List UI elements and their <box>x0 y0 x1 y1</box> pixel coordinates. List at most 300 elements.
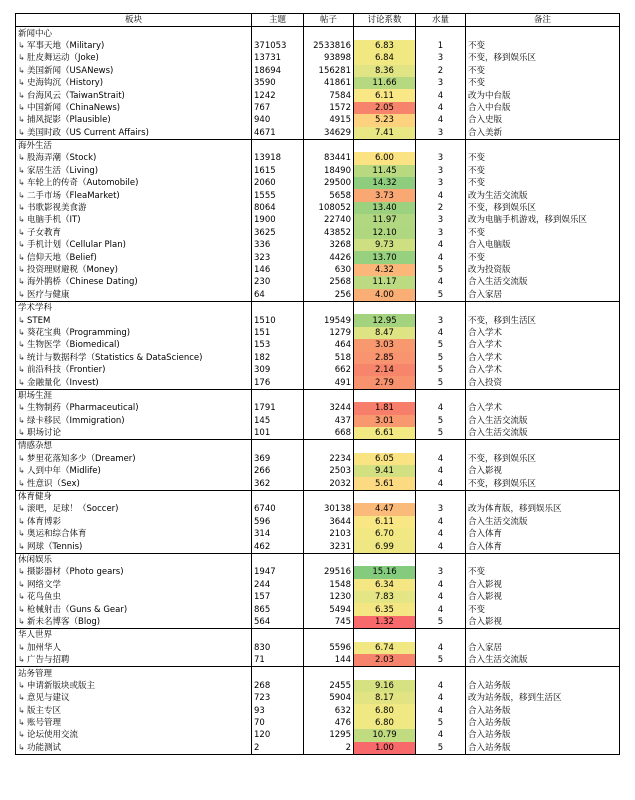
board-name-cell <box>16 704 252 716</box>
posts-cell: 30138 <box>304 503 354 515</box>
posts-cell: 1279 <box>304 327 354 339</box>
board-name-cell <box>16 616 252 629</box>
topics-cell: 723 <box>252 692 304 704</box>
sub-item-arrow-icon: ↳ <box>18 616 25 626</box>
sub-item-arrow-icon: ↳ <box>18 240 25 250</box>
topics-cell: 940 <box>252 114 304 126</box>
note-cell: 合入站务版 <box>466 680 620 692</box>
header-water: 水量 <box>416 14 466 27</box>
sub-item-arrow-icon: ↳ <box>18 642 25 652</box>
board-name: 网球（Tennis) <box>27 541 83 552</box>
board-name-cell <box>16 89 252 101</box>
posts-cell: 668 <box>304 427 354 440</box>
board-name-cell <box>16 314 252 326</box>
posts-cell: 2103 <box>304 528 354 540</box>
water-cell: 4 <box>416 189 466 201</box>
sub-item-arrow-icon: ↳ <box>18 541 25 551</box>
coefficient-cell: 6.80 <box>354 717 416 729</box>
board-name: 生物制药（Pharmaceutical) <box>27 403 139 414</box>
empty-cell <box>354 553 416 566</box>
board-name-cell <box>16 339 252 351</box>
water-cell: 4 <box>416 692 466 704</box>
coefficient-cell: 6.00 <box>354 152 416 164</box>
posts-cell: 43852 <box>304 227 354 239</box>
topics-cell: 1947 <box>252 566 304 578</box>
topics-cell: 6740 <box>252 503 304 515</box>
table-row <box>16 364 620 376</box>
board-name-cell <box>16 427 252 440</box>
table-row <box>16 276 620 288</box>
note-cell: 合入家居 <box>466 642 620 654</box>
empty-cell <box>466 490 620 503</box>
posts-cell: 2 <box>304 742 354 755</box>
board-name: 信仰天地（Belief) <box>27 252 97 263</box>
topics-cell: 564 <box>252 616 304 629</box>
board-name-cell <box>16 251 252 263</box>
note-cell: 合入生活交流版 <box>466 276 620 288</box>
board-name: 人到中年（Midlife) <box>27 466 101 477</box>
topics-cell: 362 <box>252 477 304 490</box>
topics-cell: 157 <box>252 591 304 603</box>
sub-item-arrow-icon: ↳ <box>18 567 25 577</box>
board-name: 军事天地（Military) <box>27 40 105 51</box>
topics-cell: 2 <box>252 742 304 755</box>
sub-item-arrow-icon: ↳ <box>18 742 25 752</box>
note-cell: 不变 <box>466 165 620 177</box>
water-cell: 5 <box>416 264 466 276</box>
note-cell: 不变 <box>466 65 620 77</box>
board-name-cell <box>16 40 252 52</box>
sub-item-arrow-icon: ↳ <box>18 466 25 476</box>
note-cell: 不变 <box>466 152 620 164</box>
board-name-cell <box>16 729 252 741</box>
table-row <box>16 102 620 114</box>
table-row <box>16 77 620 89</box>
note-cell: 合入影视 <box>466 579 620 591</box>
water-cell: 4 <box>416 453 466 465</box>
topics-cell: 371053 <box>252 40 304 52</box>
posts-cell: 662 <box>304 364 354 376</box>
header-board: 板块 <box>16 14 252 27</box>
topics-cell: 596 <box>252 516 304 528</box>
coefficient-cell: 6.80 <box>354 704 416 716</box>
topics-cell: 323 <box>252 251 304 263</box>
water-cell: 5 <box>416 616 466 629</box>
sub-item-arrow-icon: ↳ <box>18 453 25 463</box>
posts-cell: 476 <box>304 717 354 729</box>
table-row <box>16 566 620 578</box>
board-name-cell <box>16 566 252 578</box>
table-row <box>16 202 620 214</box>
water-cell: 3 <box>416 77 466 89</box>
water-cell: 4 <box>416 591 466 603</box>
posts-cell: 41861 <box>304 77 354 89</box>
empty-cell <box>354 389 416 402</box>
board-name-cell <box>16 177 252 189</box>
coefficient-cell: 8.17 <box>354 692 416 704</box>
note-cell: 不变，移到娱乐区 <box>466 52 620 64</box>
sub-item-arrow-icon: ↳ <box>18 289 25 299</box>
board-name-cell <box>16 453 252 465</box>
empty-cell <box>252 667 304 680</box>
topics-cell: 13731 <box>252 52 304 64</box>
sub-item-arrow-icon: ↳ <box>18 604 25 614</box>
empty-cell <box>416 553 466 566</box>
board-name: 摄影器材（Photo gears) <box>27 567 124 578</box>
water-cell: 4 <box>416 327 466 339</box>
table-row <box>16 516 620 528</box>
sub-item-arrow-icon: ↳ <box>18 730 25 740</box>
note-cell: 合入学术 <box>466 402 620 414</box>
posts-cell: 3244 <box>304 402 354 414</box>
sub-item-arrow-icon: ↳ <box>18 516 25 526</box>
sub-item-arrow-icon: ↳ <box>18 403 25 413</box>
table-row <box>16 52 620 64</box>
water-cell: 4 <box>416 680 466 692</box>
board-name-cell <box>16 415 252 427</box>
section-header-row <box>16 139 620 152</box>
board-name: 账号管理 <box>27 718 62 729</box>
empty-cell <box>252 301 304 314</box>
sub-item-arrow-icon: ↳ <box>18 277 25 287</box>
board-name-cell <box>16 114 252 126</box>
coefficient-cell: 2.05 <box>354 102 416 114</box>
sub-item-arrow-icon: ↳ <box>18 340 25 350</box>
water-cell: 4 <box>416 528 466 540</box>
posts-cell: 437 <box>304 415 354 427</box>
board-name: 生物医学（Biomedical) <box>27 340 120 351</box>
posts-cell: 1548 <box>304 579 354 591</box>
board-name-cell <box>16 264 252 276</box>
topics-cell: 182 <box>252 352 304 364</box>
section-title: 学术学科 <box>16 301 252 314</box>
table-row <box>16 177 620 189</box>
coefficient-cell: 9.41 <box>354 465 416 477</box>
table-row <box>16 127 620 140</box>
note-cell: 不变，移到娱乐区 <box>466 202 620 214</box>
posts-cell: 22740 <box>304 214 354 226</box>
topics-cell: 70 <box>252 717 304 729</box>
sub-item-arrow-icon: ↳ <box>18 592 25 602</box>
water-cell: 4 <box>416 540 466 553</box>
posts-cell: 256 <box>304 289 354 302</box>
water-cell: 4 <box>416 729 466 741</box>
topics-cell: 146 <box>252 264 304 276</box>
posts-cell: 29500 <box>304 177 354 189</box>
section-header-row <box>16 440 620 453</box>
topics-cell: 309 <box>252 364 304 376</box>
topics-cell: 101 <box>252 427 304 440</box>
posts-cell: 464 <box>304 339 354 351</box>
note-cell: 合入影视 <box>466 616 620 629</box>
posts-cell: 5904 <box>304 692 354 704</box>
note-cell: 合入家居 <box>466 289 620 302</box>
section-title: 站务管理 <box>16 667 252 680</box>
board-name-cell <box>16 528 252 540</box>
topics-cell: 176 <box>252 376 304 389</box>
coefficient-cell: 3.01 <box>354 415 416 427</box>
posts-cell: 4426 <box>304 251 354 263</box>
topics-cell: 3625 <box>252 227 304 239</box>
water-cell: 5 <box>416 352 466 364</box>
board-name: 肚皮舞运动（Joke) <box>27 53 99 64</box>
empty-cell <box>354 301 416 314</box>
water-cell: 3 <box>416 52 466 64</box>
sub-item-arrow-icon: ↳ <box>18 252 25 262</box>
table-row <box>16 717 620 729</box>
topics-cell: 18694 <box>252 65 304 77</box>
sub-item-arrow-icon: ↳ <box>18 377 25 387</box>
table-row <box>16 264 620 276</box>
board-name-cell <box>16 364 252 376</box>
board-name: 性意识（Sex) <box>27 478 80 489</box>
note-cell: 合入美新 <box>466 127 620 140</box>
table-row <box>16 152 620 164</box>
coefficient-cell: 1.32 <box>354 616 416 629</box>
empty-cell <box>354 27 416 40</box>
coefficient-cell: 2.79 <box>354 376 416 389</box>
sub-item-arrow-icon: ↳ <box>18 203 25 213</box>
topics-cell: 153 <box>252 339 304 351</box>
board-name: 海外鹊桥（Chinese Dating) <box>27 277 138 288</box>
note-cell: 不变 <box>466 603 620 615</box>
sub-item-arrow-icon: ↳ <box>18 415 25 425</box>
board-name-cell <box>16 289 252 302</box>
coefficient-cell: 15.16 <box>354 566 416 578</box>
empty-cell <box>304 27 354 40</box>
table-row <box>16 327 620 339</box>
note-cell: 合入站务版 <box>466 704 620 716</box>
empty-cell <box>304 667 354 680</box>
board-name: 加州华人 <box>27 642 62 653</box>
coefficient-cell: 4.32 <box>354 264 416 276</box>
board-name: 电脑手机（IT) <box>27 215 81 226</box>
posts-cell: 19549 <box>304 314 354 326</box>
sub-item-arrow-icon: ↳ <box>18 718 25 728</box>
water-cell: 3 <box>416 214 466 226</box>
sub-item-arrow-icon: ↳ <box>18 190 25 200</box>
header-posts: 帖子 <box>304 14 354 27</box>
note-cell: 合入电脑版 <box>466 239 620 251</box>
table-row <box>16 453 620 465</box>
board-name: 奥运和综合体育 <box>27 529 87 540</box>
sub-item-arrow-icon: ↳ <box>18 680 25 690</box>
table-row <box>16 503 620 515</box>
water-cell: 4 <box>416 477 466 490</box>
note-cell: 不变 <box>466 227 620 239</box>
board-name: 台海风云（TaiwanStrait) <box>27 90 125 101</box>
empty-cell <box>466 301 620 314</box>
topics-cell: 865 <box>252 603 304 615</box>
empty-cell <box>466 667 620 680</box>
note-cell: 合入中台版 <box>466 102 620 114</box>
note-cell: 不变，移到生活区 <box>466 314 620 326</box>
note-cell: 合入学术 <box>466 364 620 376</box>
posts-cell: 2503 <box>304 465 354 477</box>
topics-cell: 230 <box>252 276 304 288</box>
coefficient-cell: 7.83 <box>354 591 416 603</box>
water-cell: 5 <box>416 654 466 667</box>
board-name: 金融量化（Invest) <box>27 377 99 388</box>
note-cell: 合入史版 <box>466 114 620 126</box>
note-cell: 合入生活交流版 <box>466 516 620 528</box>
board-name: 投资理财避税（Money) <box>27 265 118 275</box>
board-name-cell <box>16 477 252 490</box>
sub-item-arrow-icon: ↳ <box>18 115 25 125</box>
posts-cell: 3268 <box>304 239 354 251</box>
sub-item-arrow-icon: ↳ <box>18 478 25 488</box>
section-header-row <box>16 389 620 402</box>
note-cell: 改为体育版，移到娱乐区 <box>466 503 620 515</box>
board-name-cell <box>16 189 252 201</box>
board-name-cell <box>16 102 252 114</box>
board-name-cell <box>16 516 252 528</box>
posts-cell: 2533816 <box>304 40 354 52</box>
note-cell: 合入站务版 <box>466 742 620 755</box>
sub-item-arrow-icon: ↳ <box>18 127 25 137</box>
coefficient-cell: 6.74 <box>354 642 416 654</box>
sub-item-arrow-icon: ↳ <box>18 428 25 438</box>
posts-cell: 518 <box>304 352 354 364</box>
board-name: 医疗与健康 <box>27 289 70 300</box>
board-name-cell <box>16 52 252 64</box>
empty-cell <box>304 139 354 152</box>
coefficient-cell: 11.97 <box>354 214 416 226</box>
board-name-cell <box>16 239 252 251</box>
topics-cell: 151 <box>252 327 304 339</box>
sub-item-arrow-icon: ↳ <box>18 705 25 715</box>
posts-cell: 7584 <box>304 89 354 101</box>
posts-cell: 108052 <box>304 202 354 214</box>
table-row <box>16 251 620 263</box>
topics-cell: 1242 <box>252 89 304 101</box>
note-cell: 合入影视 <box>466 465 620 477</box>
board-name: 广告与招聘 <box>27 655 70 666</box>
water-cell: 3 <box>416 314 466 326</box>
board-name-cell <box>16 591 252 603</box>
empty-cell <box>354 139 416 152</box>
empty-cell <box>252 490 304 503</box>
posts-cell: 2455 <box>304 680 354 692</box>
posts-cell: 29516 <box>304 566 354 578</box>
board-name: 葵花宝典（Programming) <box>27 327 131 338</box>
water-cell: 5 <box>416 415 466 427</box>
posts-cell: 632 <box>304 704 354 716</box>
posts-cell: 2032 <box>304 477 354 490</box>
topics-cell: 1555 <box>252 189 304 201</box>
table-row <box>16 528 620 540</box>
note-cell: 不变 <box>466 177 620 189</box>
empty-cell <box>354 667 416 680</box>
empty-cell <box>416 27 466 40</box>
water-cell: 4 <box>416 102 466 114</box>
water-cell: 3 <box>416 152 466 164</box>
coefficient-cell: 8.47 <box>354 327 416 339</box>
board-name: 体育博彩 <box>27 516 62 527</box>
table-row <box>16 704 620 716</box>
note-cell: 不变，移到娱乐区 <box>466 453 620 465</box>
board-name-cell <box>16 77 252 89</box>
water-cell: 5 <box>416 717 466 729</box>
table-row <box>16 579 620 591</box>
coefficient-cell: 6.61 <box>354 427 416 440</box>
board-name: 功能测试 <box>27 742 62 753</box>
water-cell: 5 <box>416 376 466 389</box>
board-name: 统计与数据科学（Statistics & DataScience) <box>27 352 203 363</box>
section-header-row <box>16 553 620 566</box>
board-name: 绿卡移民（Immigration) <box>27 415 125 426</box>
header-row <box>16 14 620 27</box>
section-header-row <box>16 27 620 40</box>
empty-cell <box>304 440 354 453</box>
note-cell: 合入生活交流版 <box>466 415 620 427</box>
table-row <box>16 314 620 326</box>
empty-cell <box>252 139 304 152</box>
sub-item-arrow-icon: ↳ <box>18 655 25 665</box>
coefficient-cell: 6.83 <box>354 40 416 52</box>
board-name-cell <box>16 692 252 704</box>
water-cell: 4 <box>416 516 466 528</box>
posts-cell: 1230 <box>304 591 354 603</box>
water-cell: 4 <box>416 465 466 477</box>
board-name: 股海弄潮（Stock) <box>27 153 97 164</box>
water-cell: 4 <box>416 402 466 414</box>
topics-cell: 1791 <box>252 402 304 414</box>
water-cell: 2 <box>416 65 466 77</box>
coefficient-cell: 2.03 <box>354 654 416 667</box>
water-cell: 3 <box>416 177 466 189</box>
section-header-row <box>16 667 620 680</box>
note-cell: 不变 <box>466 251 620 263</box>
sub-item-arrow-icon: ↳ <box>18 215 25 225</box>
section-header-row <box>16 629 620 642</box>
coefficient-cell: 6.34 <box>354 579 416 591</box>
table-row <box>16 427 620 440</box>
board-name-cell <box>16 717 252 729</box>
topics-cell: 120 <box>252 729 304 741</box>
topics-cell: 64 <box>252 289 304 302</box>
board-name: 职场讨论 <box>27 428 62 439</box>
posts-cell: 156281 <box>304 65 354 77</box>
sub-item-arrow-icon: ↳ <box>18 365 25 375</box>
table-row <box>16 239 620 251</box>
empty-cell <box>466 27 620 40</box>
table-row <box>16 376 620 389</box>
board-name-cell <box>16 127 252 140</box>
board-name: 美国时政（US Current Affairs) <box>27 127 149 138</box>
empty-cell <box>354 490 416 503</box>
water-cell: 5 <box>416 289 466 302</box>
posts-cell: 3231 <box>304 540 354 553</box>
sub-item-arrow-icon: ↳ <box>18 178 25 188</box>
coefficient-cell: 3.73 <box>354 189 416 201</box>
empty-cell <box>416 629 466 642</box>
posts-cell: 18490 <box>304 165 354 177</box>
posts-cell: 34629 <box>304 127 354 140</box>
empty-cell <box>252 440 304 453</box>
water-cell: 4 <box>416 89 466 101</box>
board-name: 梦里花落知多少（Dreamer) <box>27 453 136 464</box>
note-cell: 不变 <box>466 40 620 52</box>
water-cell: 4 <box>416 239 466 251</box>
sub-item-arrow-icon: ↳ <box>18 40 25 50</box>
board-name-cell <box>16 352 252 364</box>
coefficient-cell: 4.00 <box>354 289 416 302</box>
posts-cell: 2568 <box>304 276 354 288</box>
posts-cell: 144 <box>304 654 354 667</box>
topics-cell: 830 <box>252 642 304 654</box>
header-coefficient: 讨论系数 <box>354 14 416 27</box>
